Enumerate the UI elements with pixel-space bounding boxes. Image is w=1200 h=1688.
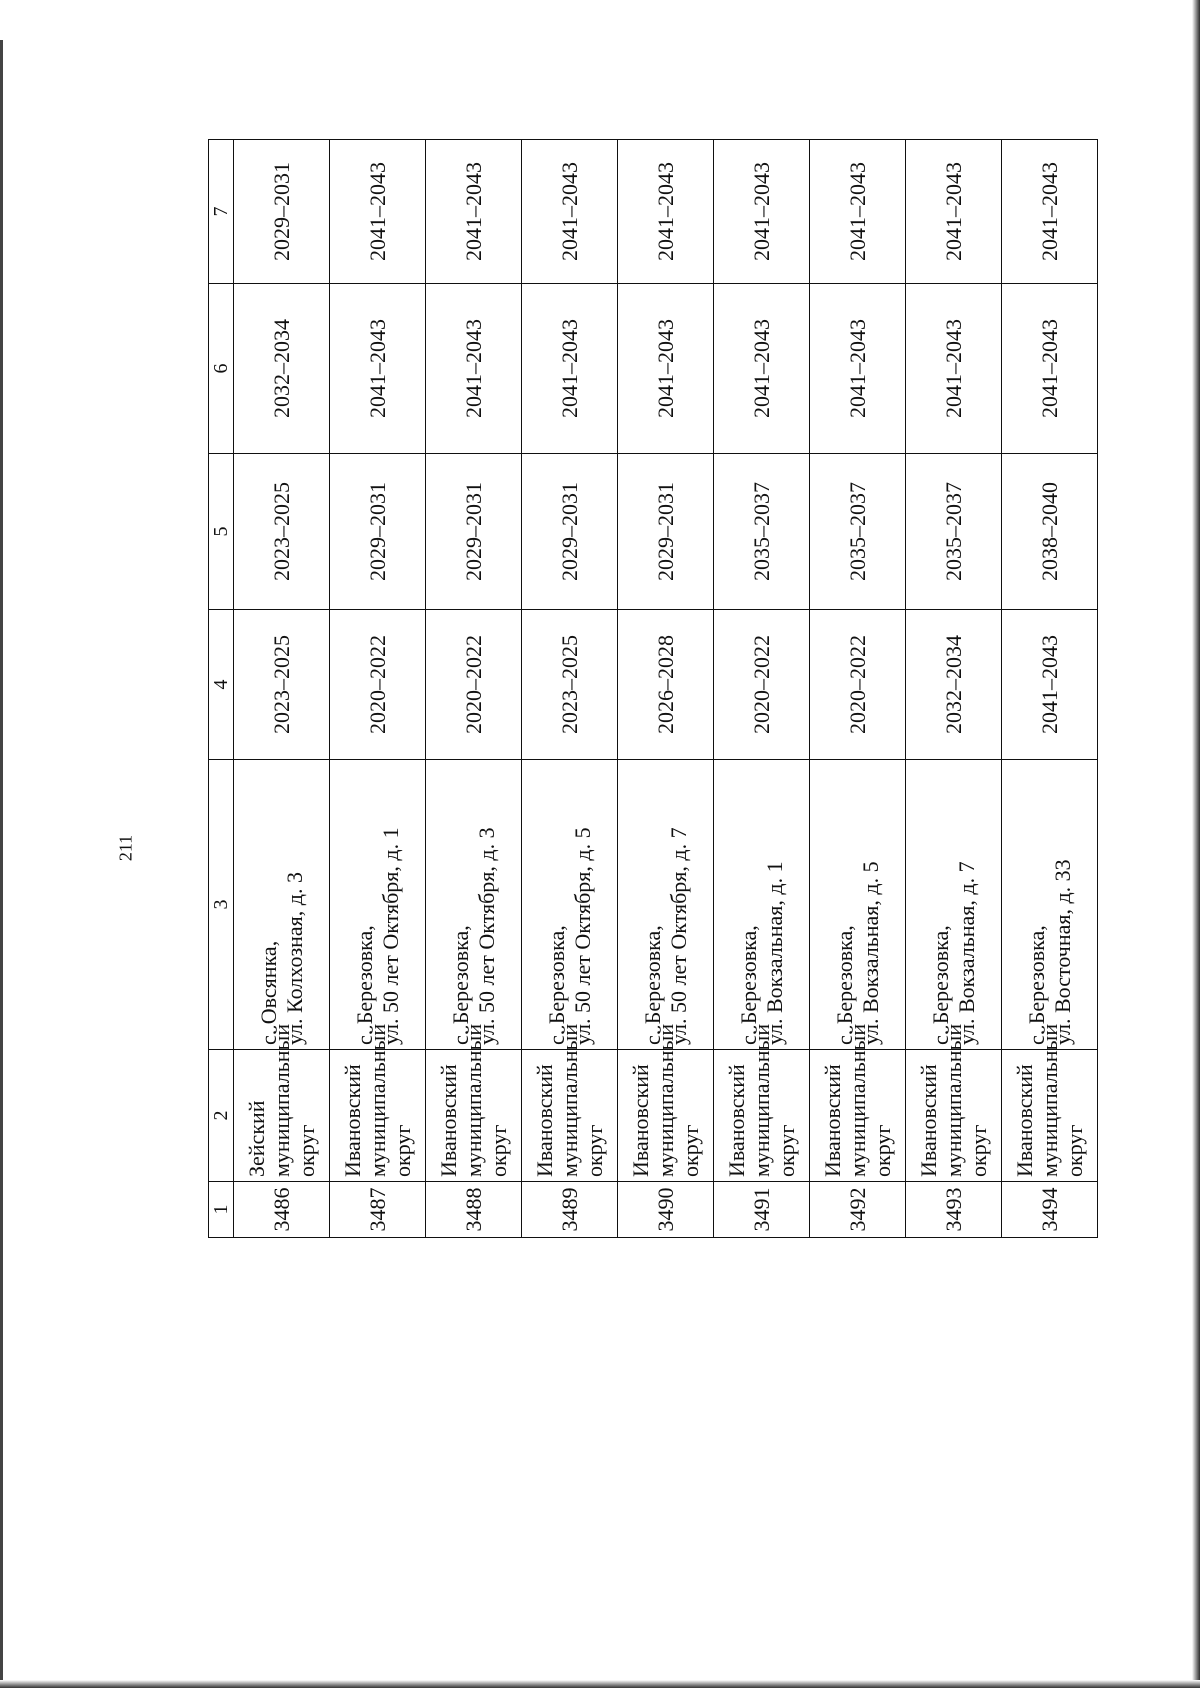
address-street: ул. 50 лет Октября, д. 5 xyxy=(569,827,595,1045)
scan-edge-right xyxy=(1192,0,1200,1688)
address-settlement: с. Березовка, xyxy=(736,925,762,1045)
header-cell-4: 4 xyxy=(209,610,234,760)
header-cell-2: 2 xyxy=(209,1050,234,1182)
address-settlement: с. Березовка, xyxy=(1024,925,1050,1045)
table-row xyxy=(906,140,1002,1238)
col6-cell: 2041–2043 xyxy=(426,284,522,454)
table-row xyxy=(714,140,810,1238)
table-row xyxy=(426,140,522,1238)
district-cell: Ивановский муниципальный округ xyxy=(426,1050,522,1182)
address-settlement: с. Березовка, xyxy=(640,925,666,1045)
address-settlement: с. Овсянка, xyxy=(256,940,282,1045)
address-cell xyxy=(906,760,1002,1050)
col6-cell: 2041–2043 xyxy=(330,284,426,454)
table-row xyxy=(1002,140,1098,1238)
address-settlement: с. Березовка, xyxy=(832,925,858,1045)
address-street: ул. Вокзальная, д. 5 xyxy=(857,861,883,1045)
district-cell: Ивановский муниципальный округ xyxy=(1002,1050,1098,1182)
col7-cell: 2041–2043 xyxy=(618,140,714,284)
col6-cell: 2041–2043 xyxy=(618,284,714,454)
address-street: ул. Вокзальная, д. 7 xyxy=(953,861,979,1045)
col5-cell: 2023–2025 xyxy=(234,454,330,610)
address-street: ул. 50 лет Октября, д. 3 xyxy=(473,827,499,1045)
col5-cell: 2035–2037 xyxy=(714,454,810,610)
row-id-cell: 3486 xyxy=(234,1182,330,1238)
col4-cell: 2023–2025 xyxy=(234,610,330,760)
address-street: ул. 50 лет Октября, д. 7 xyxy=(665,827,691,1045)
col5-cell: 2035–2037 xyxy=(810,454,906,610)
col4-cell: 2020–2022 xyxy=(714,610,810,760)
schedule-table xyxy=(208,139,1098,1238)
address-cell xyxy=(426,760,522,1050)
row-id-cell: 3490 xyxy=(618,1182,714,1238)
table-row xyxy=(330,140,426,1238)
address-settlement: с. Березовка, xyxy=(352,925,378,1045)
address-cell xyxy=(618,760,714,1050)
col5-cell: 2029–2031 xyxy=(618,454,714,610)
col7-cell: 2029–2031 xyxy=(234,140,330,284)
col4-cell: 2020–2022 xyxy=(810,610,906,760)
address-settlement: с. Березовка, xyxy=(448,925,474,1045)
col4-cell: 2023–2025 xyxy=(522,610,618,760)
header-row xyxy=(209,140,234,1238)
district-cell: Ивановский муниципальный округ xyxy=(714,1050,810,1182)
row-id-cell: 3494 xyxy=(1002,1182,1098,1238)
address-cell xyxy=(810,760,906,1050)
col7-cell: 2041–2043 xyxy=(714,140,810,284)
col4-cell: 2020–2022 xyxy=(330,610,426,760)
address-street: ул. Колхозная, д. 3 xyxy=(281,872,307,1045)
col7-cell: 2041–2043 xyxy=(1002,140,1098,284)
address-cell xyxy=(234,760,330,1050)
district-cell: Зейский муниципальный округ xyxy=(234,1050,330,1182)
row-id-cell: 3493 xyxy=(906,1182,1002,1238)
col6-cell: 2041–2043 xyxy=(906,284,1002,454)
table-row xyxy=(618,140,714,1238)
header-cell-6: 6 xyxy=(209,284,234,454)
district-cell: Ивановский муниципальный округ xyxy=(618,1050,714,1182)
table-row xyxy=(810,140,906,1238)
address-cell xyxy=(1002,760,1098,1050)
header-cell-1: 1 xyxy=(209,1182,234,1238)
col5-cell: 2029–2031 xyxy=(426,454,522,610)
col6-cell: 2041–2043 xyxy=(522,284,618,454)
row-id-cell: 3488 xyxy=(426,1182,522,1238)
address-cell xyxy=(714,760,810,1050)
col6-cell: 2041–2043 xyxy=(1002,284,1098,454)
address-street: ул. Восточная, д. 33 xyxy=(1049,859,1075,1045)
rotated-table-wrapper xyxy=(208,140,1088,1238)
scan-edge-bottom xyxy=(0,1680,1200,1688)
address-settlement: с. Березовка, xyxy=(544,925,570,1045)
col7-cell: 2041–2043 xyxy=(426,140,522,284)
address-street: ул. 50 лет Октября, д. 1 xyxy=(377,827,403,1045)
col4-cell: 2041–2043 xyxy=(1002,610,1098,760)
district-cell: Ивановский муниципальный округ xyxy=(330,1050,426,1182)
page-number: 211 xyxy=(115,834,136,862)
district-cell: Ивановский муниципальный округ xyxy=(906,1050,1002,1182)
col5-cell: 2029–2031 xyxy=(522,454,618,610)
col7-cell: 2041–2043 xyxy=(330,140,426,284)
col4-cell: 2026–2028 xyxy=(618,610,714,760)
col7-cell: 2041–2043 xyxy=(810,140,906,284)
address-cell xyxy=(330,760,426,1050)
header-cell-3: 3 xyxy=(209,760,234,1050)
table-row xyxy=(522,140,618,1238)
table-row xyxy=(234,140,330,1238)
row-id-cell: 3492 xyxy=(810,1182,906,1238)
col7-cell: 2041–2043 xyxy=(906,140,1002,284)
col6-cell: 2041–2043 xyxy=(714,284,810,454)
address-settlement: с. Березовка, xyxy=(928,925,954,1045)
col7-cell: 2041–2043 xyxy=(522,140,618,284)
col5-cell: 2029–2031 xyxy=(330,454,426,610)
col4-cell: 2032–2034 xyxy=(906,610,1002,760)
col6-cell: 2041–2043 xyxy=(810,284,906,454)
row-id-cell: 3487 xyxy=(330,1182,426,1238)
col4-cell: 2020–2022 xyxy=(426,610,522,760)
col5-cell: 2038–2040 xyxy=(1002,454,1098,610)
col6-cell: 2032–2034 xyxy=(234,284,330,454)
address-street: ул. Вокзальная, д. 1 xyxy=(761,861,787,1045)
header-cell-5: 5 xyxy=(209,454,234,610)
row-id-cell: 3491 xyxy=(714,1182,810,1238)
district-cell: Ивановский муниципальный округ xyxy=(522,1050,618,1182)
header-cell-7: 7 xyxy=(209,140,234,284)
district-cell: Ивановский муниципальный округ xyxy=(810,1050,906,1182)
col5-cell: 2035–2037 xyxy=(906,454,1002,610)
address-cell xyxy=(522,760,618,1050)
row-id-cell: 3489 xyxy=(522,1182,618,1238)
scan-edge-left xyxy=(0,40,3,1680)
